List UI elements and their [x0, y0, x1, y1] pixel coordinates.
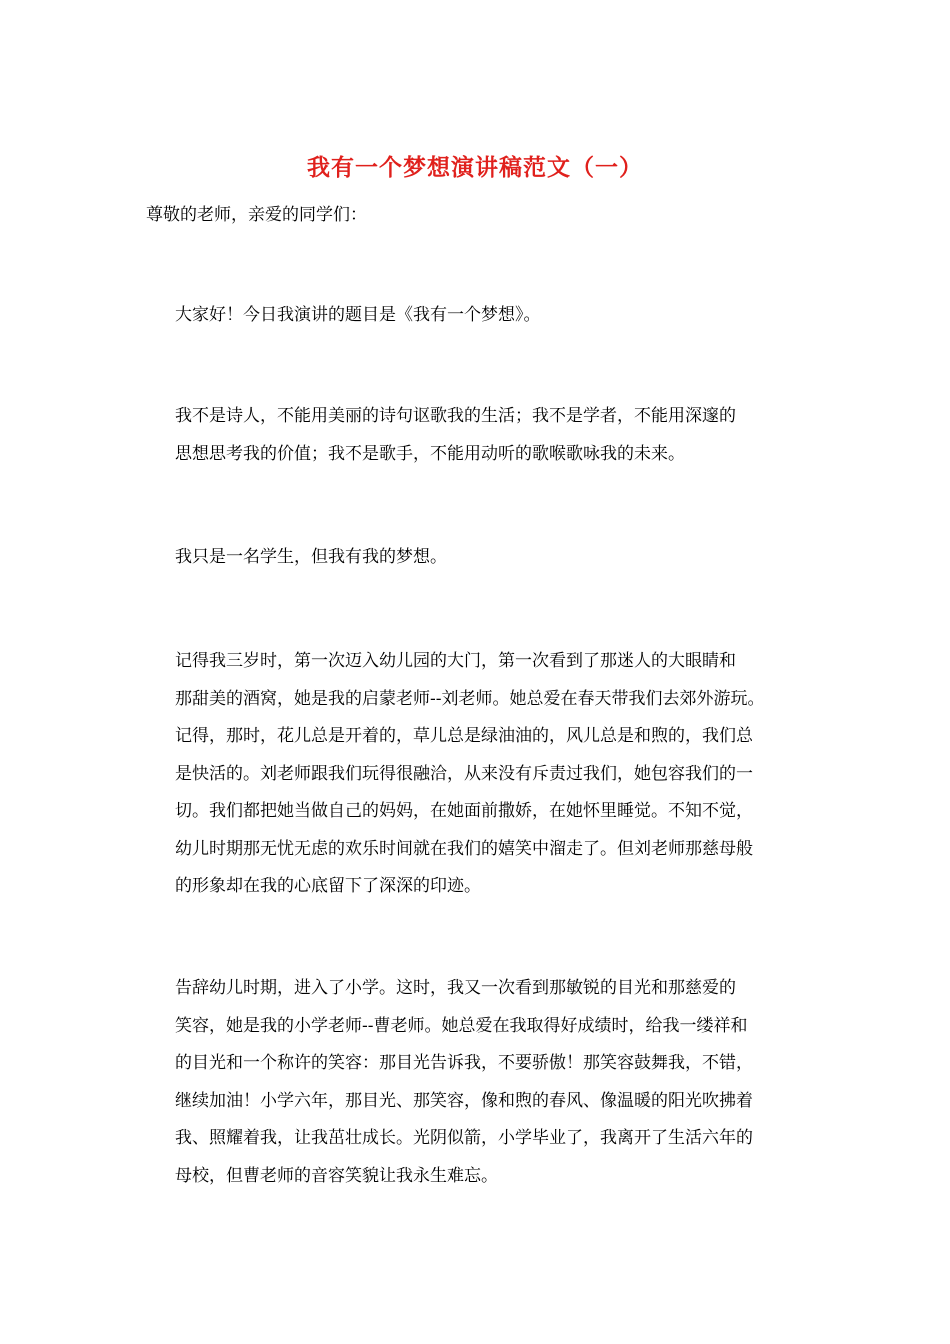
paragraph-line: 我只是一名学生，但我有我的梦想。 — [175, 547, 447, 567]
paragraph-line: 那甜美的酒窝，她是我的启蒙老师--刘老师。她总爱在春天带我们去郊外游玩。 — [175, 688, 765, 709]
paragraph-line: 思想思考我的价值；我不是歌手，不能用动听的歌喉歌咏我的未来。 — [175, 443, 685, 464]
paragraph-line: 是快活的。刘老师跟我们玩得很融洽，从来没有斥责过我们，她包容我们的一 — [175, 763, 753, 784]
paragraph-line: 继续加油！小学六年，那目光、那笑容，像和煦的春风、像温暖的阳光吹拂着 — [175, 1090, 753, 1111]
paragraph-line: 我不是诗人，不能用美丽的诗句讴歌我的生活；我不是学者，不能用深邃的 — [175, 406, 736, 426]
paragraph-not-poet — [146, 398, 806, 473]
paragraph-line: 笑容，她是我的小学老师--曹老师。她总爱在我取得好成绩时，给我一缕祥和 — [175, 1015, 748, 1036]
document-title: 我有一个梦想演讲稿范文（一） — [307, 154, 643, 181]
paragraph-line: 母校，但曹老师的音容笑貌让我永生难忘。 — [175, 1165, 498, 1186]
paragraph-line: 切。我们都把她当做自己的妈妈，在她面前撒娇，在她怀里睡觉。不知不觉， — [175, 801, 753, 821]
paragraph-line: 的目光和一个称许的笑容：那目光告诉我，不要骄傲！那笑容鼓舞我，不错， — [175, 1053, 753, 1073]
paragraph-line: 的形象却在我的心底留下了深深的印迹。 — [175, 876, 481, 896]
paragraph-line: 告辞幼儿时期，进入了小学。这时，我又一次看到那敏锐的目光和那慈爱的 — [175, 978, 736, 998]
paragraph-student-dream — [146, 539, 806, 577]
paragraph-greeting — [146, 297, 806, 335]
paragraph-primary-school — [146, 970, 806, 1195]
paragraph-kindergarten — [146, 643, 806, 906]
paragraph-line: 幼儿时期那无忧无虑的欢乐时间就在我们的嬉笑中溜走了。但刘老师那慈母般 — [175, 838, 753, 859]
salutation: 尊敬的老师，亲爱的同学们： — [146, 205, 367, 225]
paragraph-line: 记得，那时，花儿总是开着的，草儿总是绿油油的，风儿总是和煦的，我们总 — [175, 726, 753, 746]
paragraph-line: 大家好！今日我演讲的题目是《我有一个梦想》。 — [175, 305, 541, 325]
paragraph-line: 记得我三岁时，第一次迈入幼儿园的大门，第一次看到了那迷人的大眼睛和 — [175, 651, 736, 671]
paragraph-line: 我、照耀着我，让我茁壮成长。光阴似箭，小学毕业了，我离开了生活六年的 — [175, 1128, 753, 1148]
